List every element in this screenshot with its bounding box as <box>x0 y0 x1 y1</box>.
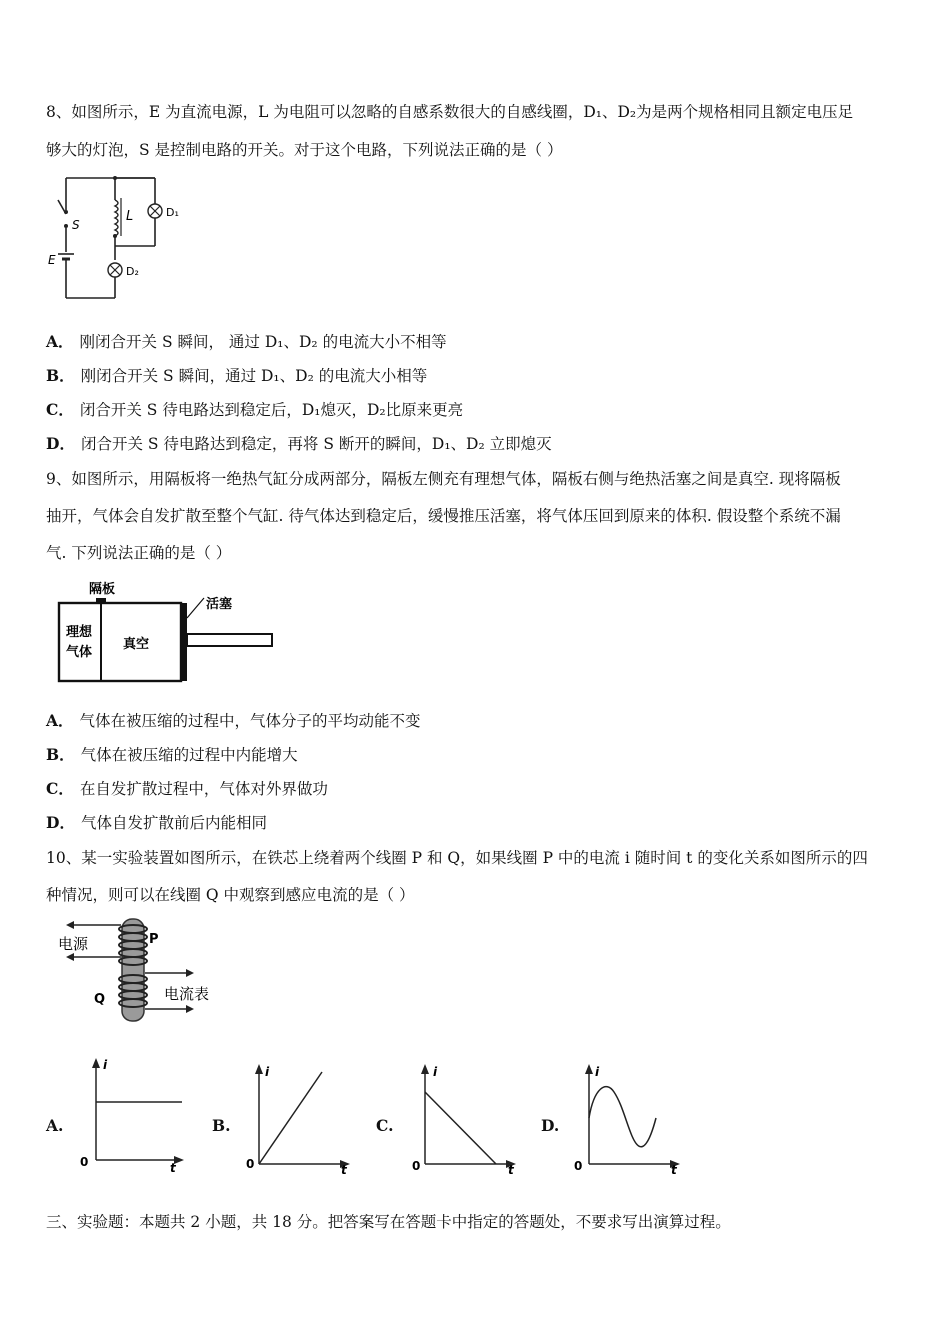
q9-cylinder-diagram <box>56 578 286 688</box>
q8-option-c: C． 闭合开关 S 待电路达到稳定后，D₁熄灭，D₂比原来更亮 <box>46 400 464 419</box>
q9-option-a: A． 气体在被压缩的过程中，气体分子的平均动能不变 <box>46 711 421 730</box>
q9-stem-line3: 气. 下列说法正确的是（ ） <box>46 544 232 562</box>
inductor-coil-icon <box>115 200 118 236</box>
q10-stem-line2: 种情况，则可以在线圈 Q 中观察到感应电流的是（ ） <box>46 886 415 904</box>
graph-a-origin: 0 <box>80 1155 89 1169</box>
label-e: E <box>48 253 56 267</box>
label-vacuum: 真空 <box>123 637 150 652</box>
label-gas-bottom: 气体 <box>66 645 93 660</box>
label-d1: D₁ <box>166 206 179 219</box>
graph-a <box>78 1056 188 1174</box>
graph-a-label: A. <box>46 1116 64 1135</box>
graph-d-origin: 0 <box>574 1159 583 1173</box>
label-piston: 活塞 <box>206 597 233 612</box>
graph-b-y-label: i <box>265 1065 270 1079</box>
graph-d-label: D. <box>541 1116 560 1135</box>
q8-stem-line2: 够大的灯泡，S 是控制电路的开关。对于这个电路，下列说法正确的是（ ） <box>46 141 563 159</box>
graph-d-y-label: i <box>595 1065 600 1079</box>
q9-option-d: D． 气体自发扩散前后内能相同 <box>46 813 267 832</box>
graph-b-origin: 0 <box>246 1157 255 1171</box>
graph-c <box>410 1062 522 1176</box>
label-q: Q <box>94 992 106 1007</box>
graph-d-curve <box>589 1087 656 1147</box>
graph-d-x-label: t <box>671 1163 677 1177</box>
q9-option-b: B． 气体在被压缩的过程中内能增大 <box>46 745 298 764</box>
graph-c-origin: 0 <box>412 1159 421 1173</box>
graph-b-x-label: t <box>341 1163 347 1177</box>
graph-b-label: B. <box>212 1116 231 1135</box>
section-3-heading: 三、实验题：本题共 2 小题，共 18 分。把答案写在答题卡中指定的答题处，不要求写出演算过程。 <box>46 1213 731 1231</box>
graph-a-y-label: i <box>103 1058 108 1072</box>
graph-a-x-label: t <box>170 1161 176 1175</box>
label-l: L <box>126 209 134 224</box>
label-partition: 隔板 <box>89 582 116 597</box>
q8-option-a: A． 刚闭合开关 S 瞬间， 通过 D₁、D₂ 的电流大小不相等 <box>46 332 447 351</box>
graph-c-x-label: t <box>508 1163 514 1177</box>
label-d2: D₂ <box>126 265 139 278</box>
q8-option-d: D． 闭合开关 S 待电路达到稳定，再将 S 断开的瞬间，D₁、D₂ 立即熄灭 <box>46 434 552 453</box>
graph-c-y-label: i <box>433 1065 438 1079</box>
graph-d <box>574 1062 686 1176</box>
q8-stem-line1: 8、如图所示，E 为直流电源，L 为电阻可以忽略的自感系数很大的自感线圈，D₁、D₂为是两个规格相同且额定电压足 <box>46 103 854 121</box>
graph-b <box>244 1062 356 1176</box>
q8-option-b: B． 刚闭合开关 S 瞬间，通过 D₁、D₂ 的电流大小相等 <box>46 366 428 385</box>
label-p: P <box>149 932 159 947</box>
label-power: 电源 <box>58 935 89 953</box>
q9-option-c: C． 在自发扩散过程中，气体对外界做功 <box>46 779 328 798</box>
q9-stem-line1: 9、如图所示，用隔板将一绝热气缸分成两部分，隔板左侧充有理想气体，隔板右侧与绝热活塞之间是真空. 现将隔板 <box>46 470 841 488</box>
graph-c-label: C. <box>376 1116 394 1135</box>
label-ammeter: 电流表 <box>164 985 210 1003</box>
graph-c-curve <box>425 1092 496 1164</box>
q10-coil-apparatus <box>56 915 236 1030</box>
label-s: S <box>72 218 80 232</box>
graph-b-curve <box>259 1072 322 1164</box>
label-gas-top: 理想 <box>66 625 93 640</box>
q8-circuit-diagram <box>46 170 206 305</box>
q10-stem-line1: 10、某一实验装置如图所示，在铁芯上绕着两个线圈 P 和 Q，如果线圈 P 中的电流 i 随时间 t 的变化关系如图所示的四 <box>46 849 868 867</box>
q9-stem-line2: 抽开，气体会自发扩散至整个气缸. 待气体达到稳定后，缓慢推压活塞，将气体压回到原来的体积. 假设整个系统不漏 <box>46 507 841 525</box>
